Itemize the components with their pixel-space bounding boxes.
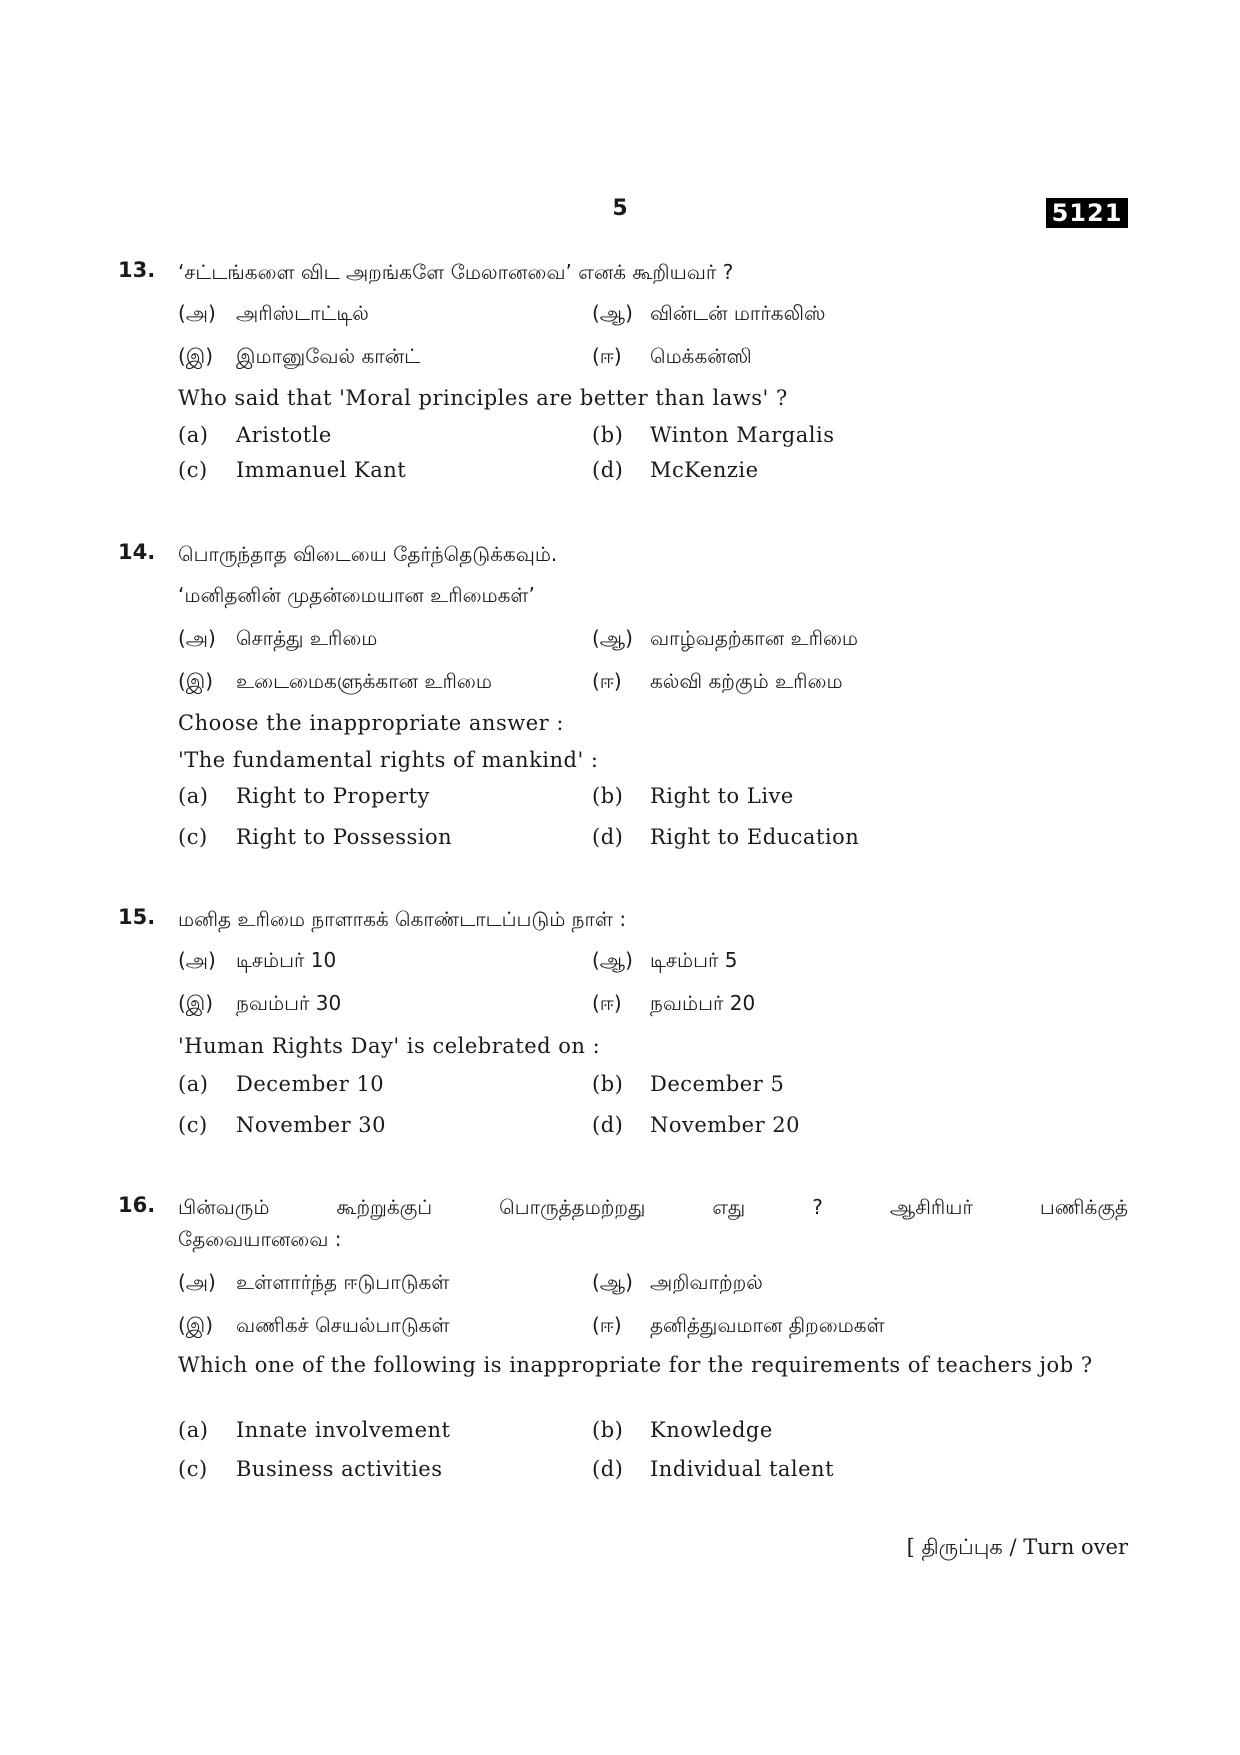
english-option-mark: (d) (592, 1457, 624, 1481)
tamil-question-line-1: பின்வரும் கூற்றுக்குப் பொருத்தமற்றது எது ? ஆசிரியர் பணிக்குத் (178, 1195, 1128, 1219)
tamil-option-mark: (அ) (178, 1270, 216, 1294)
tamil-option-text: உடைமைகளுக்கான உரிமை (236, 669, 492, 693)
english-option-text: Winton Margalis (650, 423, 835, 447)
english-option-text: November 20 (650, 1113, 801, 1137)
tamil-option-text: கல்வி கற்கும் உரிமை (650, 669, 843, 693)
english-option-text: Aristotle (236, 423, 332, 447)
english-question: Choose the inappropriate answer : (178, 711, 564, 735)
english-option-mark: (a) (178, 1418, 209, 1442)
tamil-question: மனித உரிமை நாளாகக் கொண்டாடப்படும் நாள் : (178, 907, 627, 931)
tamil-option-text: டிசம்பர் 5 (650, 948, 738, 972)
tamil-option-text: அறிவாற்றல் (650, 1270, 763, 1294)
tamil-option-mark: (அ) (178, 301, 216, 325)
tamil-question: பொருந்தாத விடையை தேர்ந்தெடுக்கவும். (178, 542, 558, 566)
english-option-mark: (b) (592, 423, 624, 447)
tamil-option-text: சொத்து உரிமை (236, 626, 378, 650)
english-option-mark: (c) (178, 1457, 208, 1481)
english-option-text: Individual talent (650, 1457, 835, 1481)
turn-over-note: [ திருப்புக / Turn over (906, 1535, 1128, 1559)
tamil-option-mark: (ஈ) (592, 1313, 622, 1337)
question-number: 15. (118, 905, 156, 929)
english-option-text: Right to Possession (236, 825, 453, 849)
english-option-mark: (b) (592, 1418, 624, 1442)
english-option-text: Right to Live (650, 784, 794, 808)
english-question: Which one of the following is inappropriate for the requirements of teachers job ? (178, 1353, 1093, 1377)
tamil-option-text: இமானுவேல் கான்ட் (236, 344, 421, 368)
page-number: 5 (612, 196, 628, 221)
tamil-option-text: நவம்பர் 30 (236, 991, 342, 1015)
tamil-option-mark: (இ) (178, 669, 214, 693)
english-option-text: Knowledge (650, 1418, 773, 1442)
tamil-question-line-2: தேவையானவை : (178, 1227, 342, 1251)
english-option-mark: (d) (592, 1113, 624, 1137)
paper-code-badge: 5121 (1046, 198, 1128, 228)
english-question: 'Human Rights Day' is celebrated on : (178, 1034, 601, 1058)
english-option-mark: (c) (178, 825, 208, 849)
english-option-mark: (d) (592, 458, 624, 482)
english-option-mark: (c) (178, 1113, 208, 1137)
tamil-option-text: டிசம்பர் 10 (236, 948, 337, 972)
english-option-text: Immanuel Kant (236, 458, 407, 482)
tamil-option-mark: (ஆ) (592, 626, 633, 650)
english-option-mark: (b) (592, 1072, 624, 1096)
question-number: 16. (118, 1193, 156, 1217)
english-option-mark: (c) (178, 458, 208, 482)
english-question: Who said that 'Moral principles are better than laws' ? (178, 386, 788, 410)
tamil-option-text: உள்ளார்ந்த ஈடுபாடுகள் (236, 1270, 450, 1294)
tamil-option-mark: (ஈ) (592, 669, 622, 693)
tamil-option-text: அரிஸ்டாட்டில் (236, 301, 369, 325)
english-option-mark: (b) (592, 784, 624, 808)
tamil-option-text: வாழ்வதற்கான உரிமை (650, 626, 859, 650)
english-option-text: Innate involvement (236, 1418, 451, 1442)
english-option-text: November 30 (236, 1113, 387, 1137)
english-subquestion: 'The fundamental rights of mankind' : (178, 748, 599, 772)
tamil-option-mark: (ஆ) (592, 301, 633, 325)
tamil-option-text: வின்டன் மார்கலிஸ் (650, 301, 826, 325)
tamil-option-mark: (அ) (178, 626, 216, 650)
english-option-mark: (d) (592, 825, 624, 849)
question-number: 13. (118, 258, 156, 282)
tamil-option-mark: (இ) (178, 1313, 214, 1337)
tamil-question: ‘சட்டங்களை விட அறங்களே மேலானவை’ எனக் கூறியவர் ? (178, 260, 734, 284)
english-option-mark: (a) (178, 1072, 209, 1096)
english-option-text: Right to Property (236, 784, 430, 808)
english-option-mark: (a) (178, 423, 209, 447)
english-option-text: December 5 (650, 1072, 785, 1096)
tamil-option-mark: (ஆ) (592, 948, 633, 972)
tamil-option-text: வணிகச் செயல்பாடுகள் (236, 1313, 450, 1337)
tamil-option-mark: (ஆ) (592, 1270, 633, 1294)
english-option-text: Business activities (236, 1457, 443, 1481)
english-option-text: December 10 (236, 1072, 385, 1096)
english-option-text: McKenzie (650, 458, 759, 482)
tamil-option-mark: (ஈ) (592, 991, 622, 1015)
tamil-option-mark: (அ) (178, 948, 216, 972)
tamil-option-mark: (ஈ) (592, 344, 622, 368)
tamil-option-mark: (இ) (178, 991, 214, 1015)
tamil-option-text: மெக்கன்ஸி (650, 344, 752, 368)
english-option-mark: (a) (178, 784, 209, 808)
tamil-option-text: நவம்பர் 20 (650, 991, 756, 1015)
english-option-text: Right to Education (650, 825, 860, 849)
tamil-subquestion: ‘மனிதனின் முதன்மையான உரிமைகள்’ (178, 583, 535, 607)
question-number: 14. (118, 540, 156, 564)
tamil-option-text: தனித்துவமான திறமைகள் (650, 1313, 885, 1337)
tamil-option-mark: (இ) (178, 344, 214, 368)
